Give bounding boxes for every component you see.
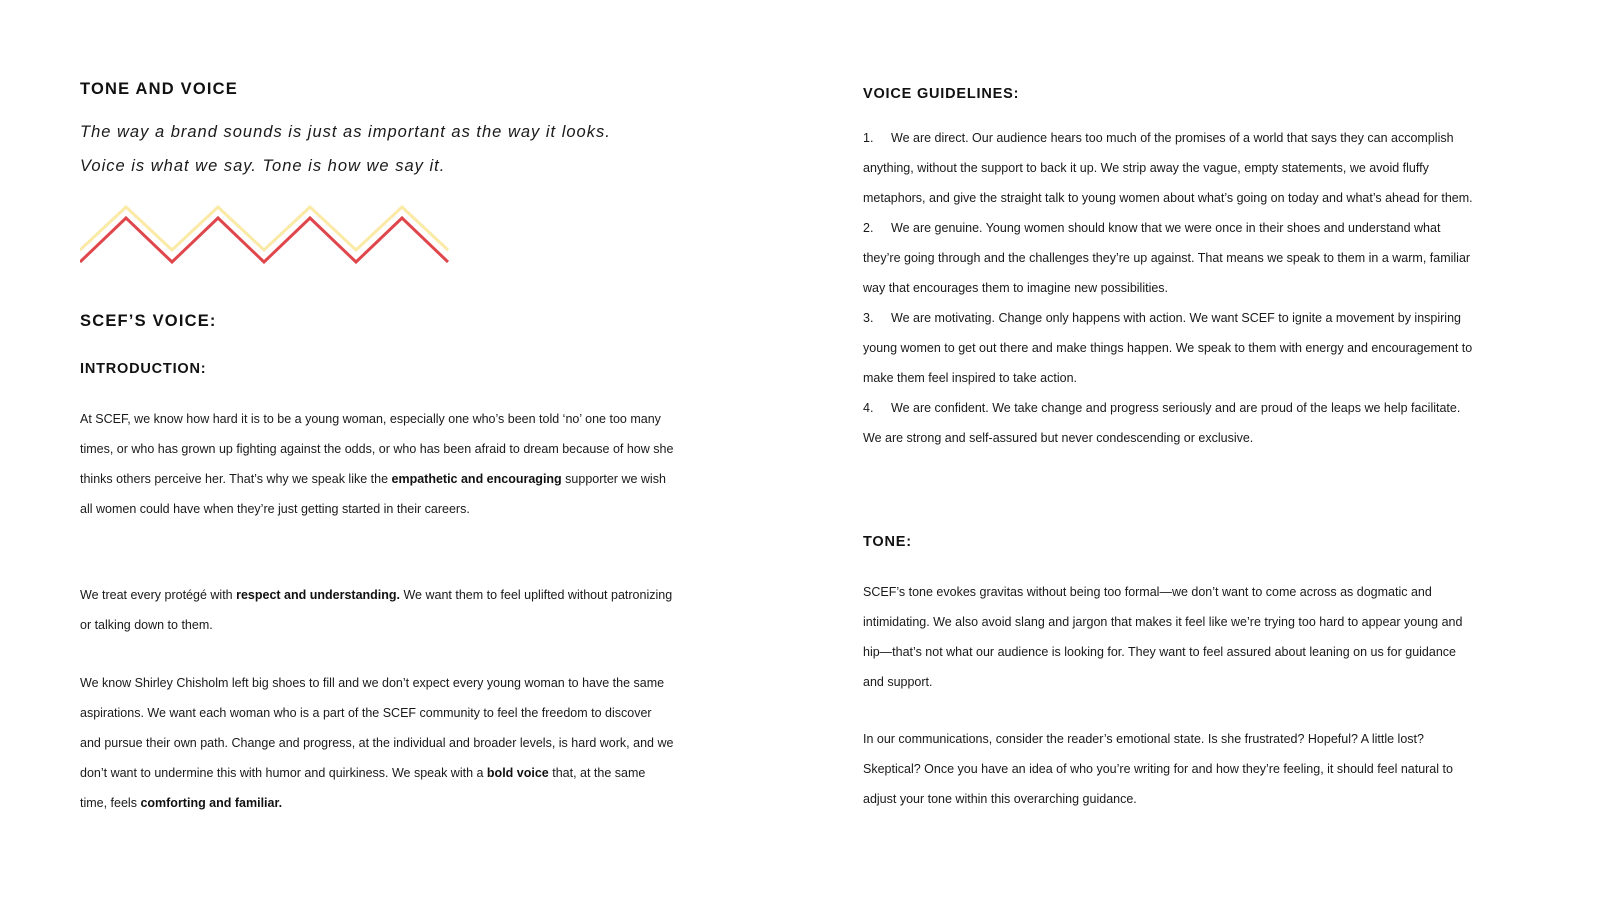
p2-text-a: We treat every protégé with (80, 588, 237, 602)
p3-text-a: We know Shirley Chisholm left big shoes to fill and we don’t expect every young woman to have the same aspirations. We want each woman who is a part of the SCEF community to feel the freedom to discover and pursue their own path. Change and progress, at the individual and broader levels, is hard work, and we don’t want to undermine this with humor and quirkiness. We speak with a (80, 676, 674, 780)
guideline-number: 1. (863, 131, 874, 145)
zigzag-front-line (80, 218, 448, 262)
guideline-text: We are genuine. Young women should know that we were once in their shoes and understand what they’re going through and the challenges they’re up against. That means we speak to them in a warm, familiar way that encourages them to imagine new possibilities. (863, 221, 1471, 295)
p3-bold-voice: bold voice (486, 766, 549, 780)
guideline-text: We are direct. Our audience hears too much of the promises of a world that says they can accomplish anything, without the support to back it up. We strip away the vague, empty statements, we avoid fluffy metaphors, and give the straight talk to young women about what’s going on today and what’s ahead for them. (863, 131, 1473, 205)
tagline-line-1: The way a brand sounds is just as important as the way it looks. (80, 123, 611, 141)
voice-guidelines-list (863, 123, 1473, 453)
p2-bold-respect: respect and understanding. (236, 588, 401, 602)
voice-guidelines-heading: VOICE GUIDELINES: (863, 86, 1020, 102)
guideline-text: We are confident. We take change and progress seriously and are proud of the leaps we help facilitate. We are strong and self-assured but never condescending or exclusive. (863, 401, 1461, 445)
guideline-text: We are motivating. Change only happens with action. We want SCEF to ignite a movement by inspiring young women to get out there and make things happen. We speak to them with energy and encouragement to make them feel inspired to take action. (863, 311, 1473, 385)
p1-bold-empathetic: empathetic and encouraging (391, 472, 562, 486)
tagline-line-2: Voice is what we say. Tone is how we say it. (80, 157, 446, 175)
p3-text-c: that, at the same time, feels (80, 766, 646, 810)
p1-text-a: At SCEF, we know how hard it is to be a young woman, especially one who’s been told ‘no’ one too many times, or who has grown up fighting against the odds, or who has been afraid to dream because of how she thinks others perceive her. That’s why we speak like the (80, 412, 674, 486)
guideline-item (863, 123, 1473, 213)
guideline-number: 2. (863, 221, 874, 235)
tagline (80, 115, 611, 183)
tone-paragraph-1: SCEF’s tone evokes gravitas without being too formal—we don’t want to come across as dogmatic and intimidating. We also avoid slang and jargon that makes it feel like we’re trying too hard to appear young and hip—that’s not what our audience is looking for. They want to feel assured about leaning on us for guidance and support. (863, 585, 1463, 689)
guideline-item (863, 303, 1473, 393)
guideline-item (863, 213, 1473, 303)
intro-paragraph-1 (80, 404, 675, 524)
intro-paragraph-2 (80, 580, 675, 640)
intro-paragraph-3 (80, 668, 675, 818)
voice-heading: SCEF’S VOICE: (80, 312, 217, 330)
p1-text-c: supporter we wish all women could have when they’re just getting started in their careers. (80, 472, 666, 516)
tone-heading: TONE: (863, 534, 912, 550)
zigzag-lines-decoration (80, 205, 450, 270)
guideline-number: 4. (863, 401, 874, 415)
guideline-item (863, 393, 1473, 453)
guideline-number: 3. (863, 311, 874, 325)
tone-paragraph-2: In our communications, consider the reader’s emotional state. Is she frustrated? Hopeful? A little lost? Skeptical? Once you have an idea of who you’re writing for and how they’re feeling, it should feel natural to adjust your tone within this overarching guidance. (863, 732, 1453, 806)
introduction-heading: INTRODUCTION: (80, 361, 207, 377)
p2-text-c: We want them to feel uplifted without patronizing or talking down to them. (80, 588, 673, 632)
p3-bold-comforting: comforting and familiar. (140, 796, 283, 810)
page-title: TONE AND VOICE (80, 80, 238, 98)
